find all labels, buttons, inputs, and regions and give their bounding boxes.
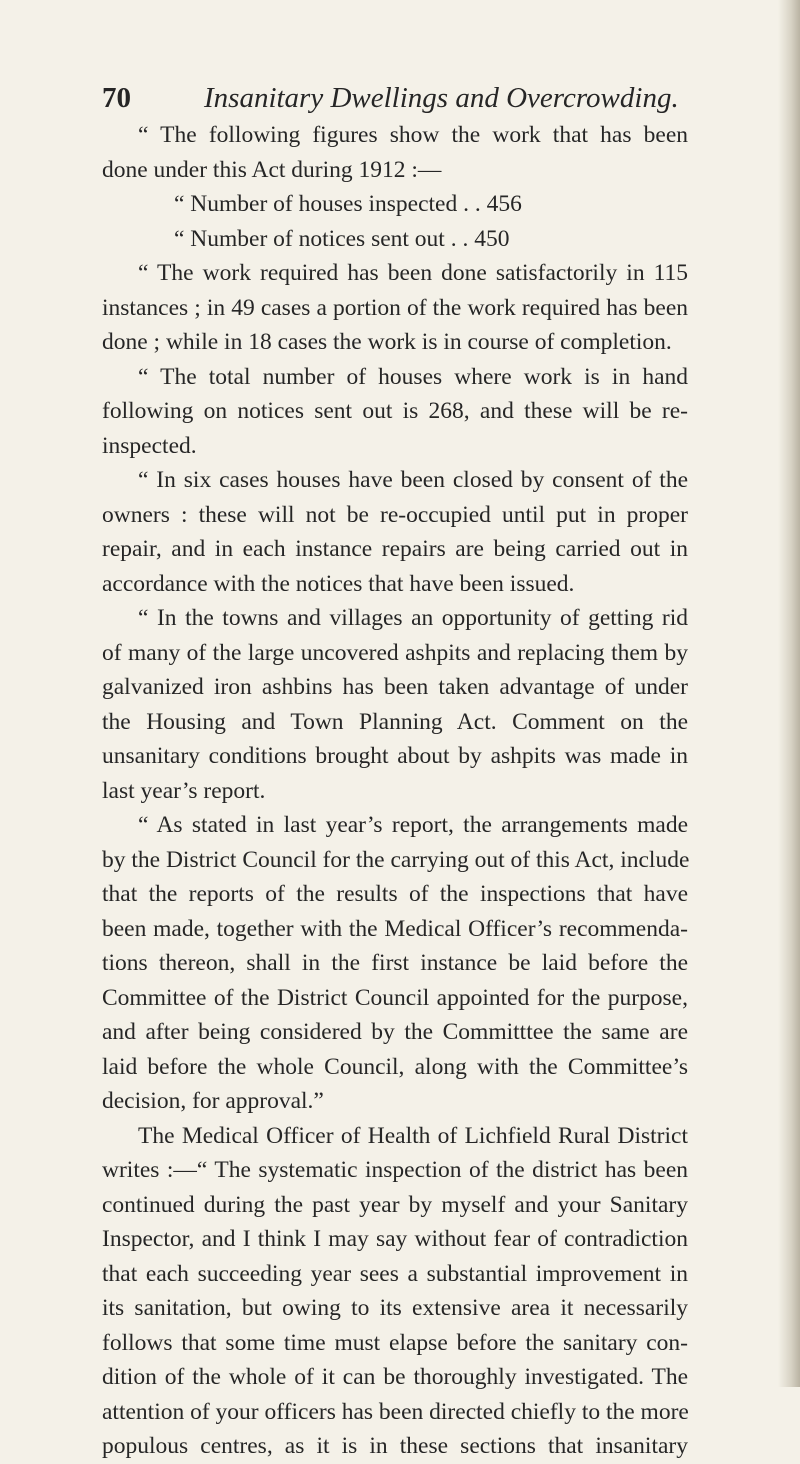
text-line: writes :—“ The systematic inspection of the district has been	[102, 1157, 688, 1183]
text-line: galvanized iron ashbins has been taken advantage of under	[102, 674, 688, 700]
text-line: “ The total number of houses where work is in hand	[138, 363, 688, 390]
page-number: 70	[102, 82, 131, 114]
page-edge-shadow	[778, 0, 800, 1387]
text-line: inspected.	[102, 432, 197, 459]
text-line: “ Number of houses inspected . . 456	[174, 191, 522, 217]
text-line: by the District Council for the carrying out of this Act, include	[102, 846, 690, 873]
paragraph	[102, 601, 688, 808]
running-head: Insanitary Dwellings and Overcrowding.	[204, 82, 679, 114]
paragraph	[102, 808, 688, 1119]
text-line: owners : these will not be re-occupied until put in proper	[102, 501, 688, 528]
text-line: unsanitary conditions brought about by ashpits was made in	[102, 743, 688, 769]
text-line: “ As stated in last year’s report, the arrangements made	[138, 812, 688, 838]
text-line: Inspector, and I think I may say without fear of contradiction	[102, 1226, 688, 1252]
text-line: following on notices sent out is 268, and these will be re-	[102, 398, 688, 424]
text-line: The Medical Officer of Health of Lichfield Rural District	[138, 1122, 688, 1149]
text-line: done ; while in 18 cases the work is in course of completion.	[102, 329, 672, 355]
text-line: accordance with the notices that have been issued.	[102, 570, 575, 597]
text-line: decision, for approval.”	[102, 1088, 324, 1114]
text-line: “ In six cases houses have been closed by consent of the	[138, 467, 688, 493]
text-line: continued during the past year by myself and your Sanitary	[102, 1191, 688, 1218]
text-line: populous centres, as it is in these sections that insanitary	[102, 1433, 688, 1459]
text-line: “ In the towns and villages an opportunity of getting rid	[138, 605, 688, 631]
text-line: Committee of the District Council appointed for the purpose,	[102, 984, 688, 1011]
text-line: the Housing and Town Planning Act. Comment on the	[102, 708, 688, 735]
paragraph	[102, 1119, 688, 1464]
paragraph	[102, 118, 688, 187]
text-line: and after being considered by the Committtee the same are	[102, 1019, 688, 1045]
text-line: last year’s report.	[102, 777, 266, 804]
text-line: been made, together with the Medical Officer’s recommenda-	[102, 915, 688, 942]
page-header	[102, 78, 682, 118]
text-line: repair, and in each instance repairs are being carried out in	[102, 536, 688, 562]
text-line: instances ; in 49 cases a portion of the work required has been	[102, 294, 688, 321]
paragraph	[102, 256, 688, 360]
text-line: laid before the whole Council, along with the Committee’s	[102, 1053, 688, 1080]
text-line: dition of the whole of it can be thoroughly investigated. The	[102, 1364, 688, 1390]
body-text	[102, 118, 688, 1464]
text-line: that the reports of the results of the inspections that have	[102, 881, 688, 907]
paragraph	[102, 222, 688, 257]
paragraph	[102, 187, 688, 222]
text-line: follows that some time must elapse before the sanitary con-	[102, 1329, 688, 1356]
text-line: its sanitation, but owing to its extensive area it necessarily	[102, 1295, 688, 1321]
text-line: that each succeeding year sees a substantial improvement in	[102, 1260, 688, 1287]
paragraph	[102, 360, 688, 464]
paragraph	[102, 463, 688, 601]
text-line: “ Number of notices sent out . . 450	[174, 225, 510, 252]
text-line: attention of your officers has been directed chiefly to the more	[102, 1398, 689, 1425]
text-line: done under this Act during 1912 :—	[102, 156, 442, 183]
text-line: tions thereon, shall in the first instance be laid before the	[102, 950, 688, 976]
text-line: of many of the large uncovered ashpits and replacing them by	[102, 639, 688, 666]
text-line: “ The work required has been done satisfactorily in 115	[138, 260, 688, 286]
text-line: “ The following figures show the work that has been	[138, 122, 688, 148]
